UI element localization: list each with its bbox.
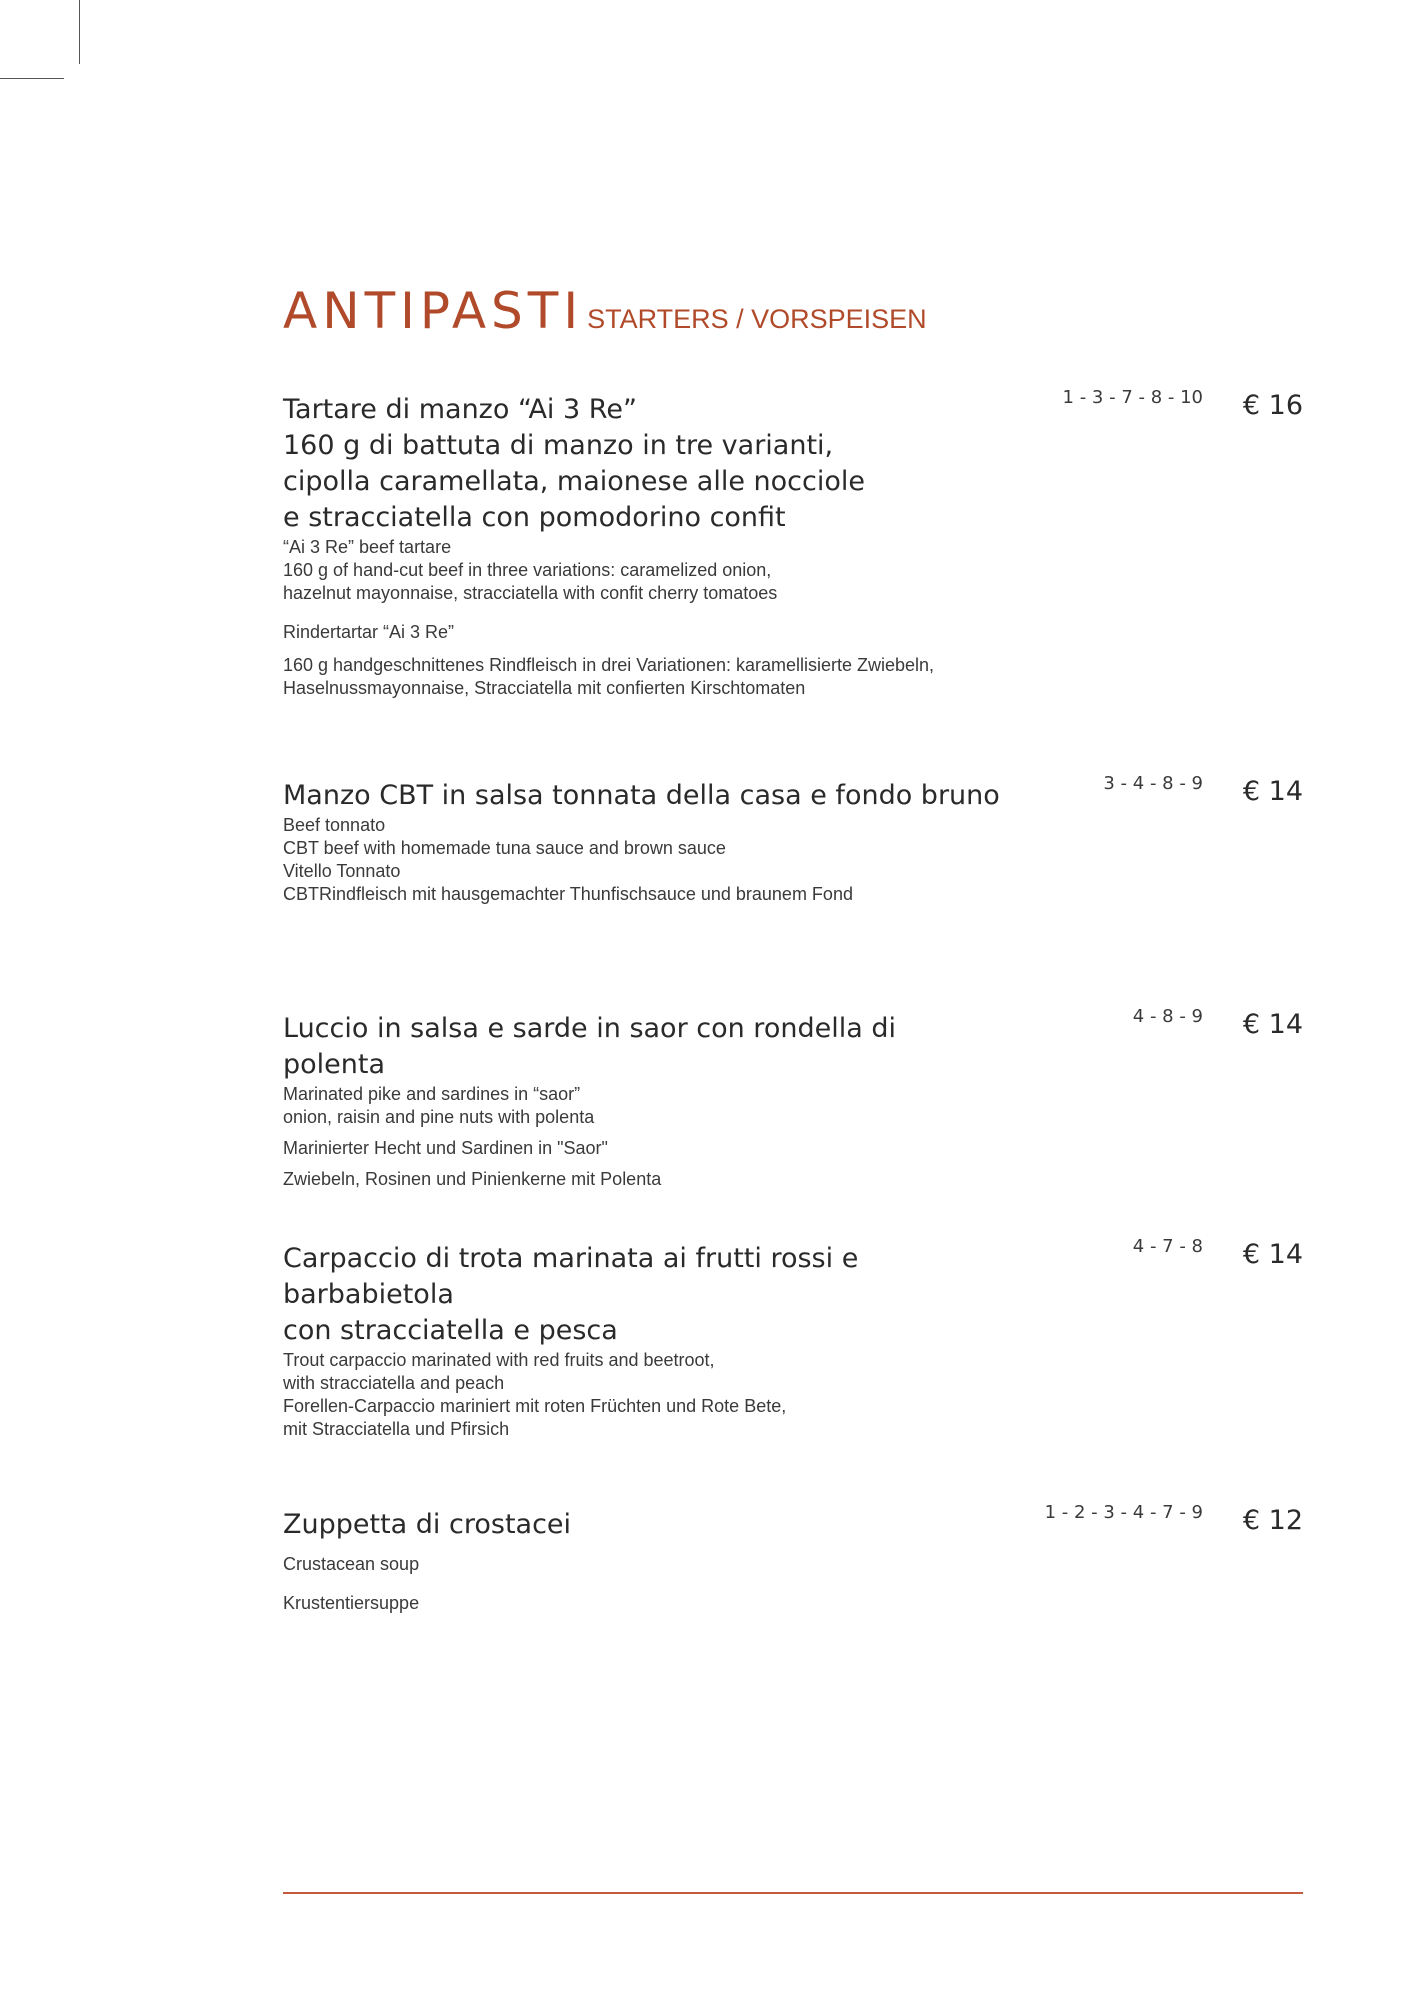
description-line: mit Stracciatella und Pfirsich: [283, 1419, 510, 1439]
dish-description-english: [283, 1083, 1303, 1129]
description-line: Vitello Tonnato: [283, 861, 401, 881]
dish-name: [283, 1241, 1003, 1349]
section-header: [283, 282, 927, 340]
description-line: onion, raisin and pine nuts with polenta: [283, 1107, 595, 1127]
allergen-codes: 4 - 7 - 8: [1132, 1236, 1203, 1257]
description-line: Rindertartar “Ai 3 Re”: [283, 622, 455, 642]
description-line: CBT beef with homemade tuna sauce and brown sauce: [283, 838, 726, 858]
dish-name-line: e stracciatella con pomodorino confit: [283, 502, 786, 533]
menu-item-tartare: [283, 387, 1303, 700]
section-title: ANTIPASTI: [283, 282, 584, 340]
allergen-codes: 1 - 2 - 3 - 4 - 7 - 9: [1044, 1502, 1203, 1523]
dish-name: [283, 1507, 1003, 1543]
dish-description-german: [283, 1592, 1303, 1615]
description-line: Zwiebeln, Rosinen und Pinienkerne mit Polenta: [283, 1169, 662, 1189]
allergen-codes: 3 - 4 - 8 - 9: [1103, 773, 1203, 794]
price: € 12: [1242, 1505, 1303, 1536]
dish-description-german: [283, 1137, 1303, 1191]
dish-name-line: cipolla caramellata, maionese alle nocciole: [283, 466, 865, 497]
dish-description: [283, 814, 1303, 906]
dish-name-line: Luccio in salsa e sarde in saor con rondella di polenta: [283, 1013, 896, 1080]
menu-item-zuppetta: [283, 1502, 1303, 1615]
dish-name: [283, 392, 1003, 536]
dish-description-english: [283, 1553, 1303, 1576]
menu-item-carpaccio-trota: [283, 1236, 1303, 1441]
allergen-codes: 4 - 8 - 9: [1132, 1006, 1203, 1027]
dish-name: [283, 778, 1003, 814]
price: € 14: [1242, 776, 1303, 807]
description-line: Marinated pike and sardines in “saor”: [283, 1084, 581, 1104]
description-line: “Ai 3 Re” beef tartare: [283, 537, 452, 557]
dish-name-line: Tartare di manzo “Ai 3 Re”: [283, 394, 637, 425]
description-line: 160 g of hand-cut beef in three variations: caramelized onion,: [283, 560, 772, 580]
dish-name-line: Zuppetta di crostacei: [283, 1509, 572, 1540]
price: € 14: [1242, 1239, 1303, 1270]
crop-mark-horizontal: [0, 78, 64, 79]
crop-mark-vertical: [79, 0, 80, 64]
menu-item-manzo-cbt: [283, 773, 1303, 906]
description-line: Crustacean soup: [283, 1554, 420, 1574]
dish-name-line: Carpaccio di trota marinata ai frutti rossi e barbabietola: [283, 1243, 859, 1310]
price: € 16: [1242, 390, 1303, 421]
dish-description: [283, 1349, 1303, 1441]
dish-name-line: Manzo CBT in salsa tonnata della casa e fondo bruno: [283, 780, 1000, 811]
dish-description-german: [283, 621, 1303, 700]
description-line: Marinierter Hecht und Sardinen in "Saor": [283, 1138, 608, 1158]
allergen-codes: 1 - 3 - 7 - 8 - 10: [1062, 387, 1203, 408]
description-line: Krustentiersuppe: [283, 1593, 420, 1613]
description-line: Trout carpaccio marinated with red fruits and beetroot,: [283, 1350, 715, 1370]
description-line: hazelnut mayonnaise, stracciatella with confit cherry tomatoes: [283, 583, 778, 603]
footer-rule: [283, 1892, 1303, 1894]
dish-name-line: 160 g di battuta di manzo in tre varianti,: [283, 430, 834, 461]
menu-item-luccio: [283, 1006, 1303, 1191]
section-subtitle: STARTERS / VORSPEISEN: [587, 304, 927, 334]
dish-name: [283, 1011, 1003, 1083]
dish-description-english: [283, 536, 1303, 605]
price: € 14: [1242, 1009, 1303, 1040]
description-line: Forellen-Carpaccio mariniert mit roten Früchten und Rote Bete,: [283, 1396, 787, 1416]
dish-name-line: con stracciatella e pesca: [283, 1315, 618, 1346]
description-line: 160 g handgeschnittenes Rindfleisch in drei Variationen: karamellisierte Zwiebeln,: [283, 655, 935, 675]
description-line: CBTRindfleisch mit hausgemachter Thunfischsauce und braunem Fond: [283, 884, 853, 904]
description-line: Haselnussmayonnaise, Stracciatella mit confierten Kirschtomaten: [283, 678, 806, 698]
description-line: Beef tonnato: [283, 815, 386, 835]
description-line: with stracciatella and peach: [283, 1373, 505, 1393]
